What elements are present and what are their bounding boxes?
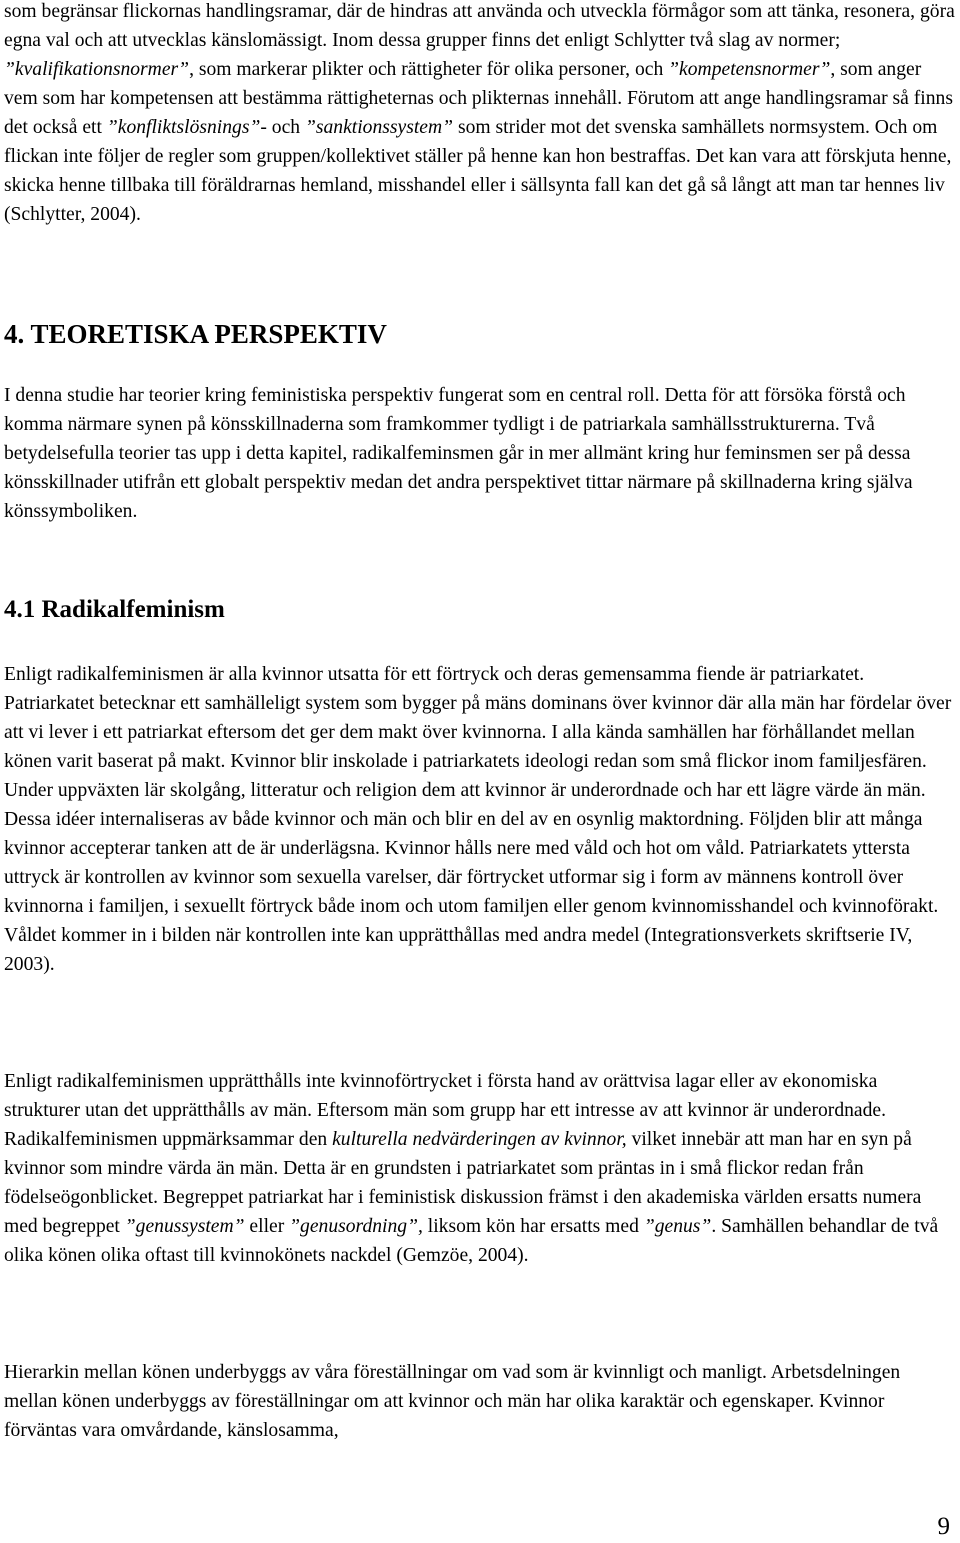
paragraph-study-theories [4,381,956,526]
page-number: 9 [937,1513,950,1540]
paragraph-radikalfeminism-upprathalls [4,1067,956,1270]
subsection-heading-radikalfeminism: 4.1 Radikalfeminism [4,596,225,623]
italic-term: ”genusordning”, [289,1216,423,1237]
text-run: vilket innebär att man har en syn på kvinnor som mindre värda än män. Detta är en grundsten i patriarkatet som präntas in i små flickor redan från födelseögonblicket. Begreppet patriarkat har i feministisk diskussion främst i den akademiska världen ersatts numera med begreppet [4,1129,922,1237]
text-run: , som anger vem som har kompetensen att bestämma rättigheternas och plikternas innehåll. Förutom att ange handlingsramar så finns det också ett [4,59,953,138]
text-run: liksom kön har ersatts med [422,1216,644,1237]
paragraph-schlytter-norms [4,0,956,229]
text-run: Hierarkin mellan könen underbyggs av våra föreställningar om vad som är kvinnligt och manligt. Arbetsdelningen mellan könen underbyggs av föreställningar om att kvinnor och män har olika karaktär och egenskaper. Kvinnor förväntas vara omvårdande, känslosamma, [4,1362,901,1441]
italic-term: ”kompetensnormer” [668,59,831,80]
text-run: . Samhällen behandlar de två olika könen olika oftast till kvinnokönets nackdel (Gemzöe, 2004). [4,1216,939,1266]
text-run: Enligt radikalfeminismen upprätthålls inte kvinnoförtrycket i första hand av orättvisa lagar eller av ekonomiska strukturer utan det upprätthålls av män. Eftersom män som grupp har ett intresse av att kvinnor är underordnade. Radikalfeminismen uppmärksammar den [4,1071,887,1150]
italic-term: ”konfliktslösnings” [106,117,261,138]
italic-term: ”genus” [643,1216,712,1237]
text-run: , som markerar plikter och rättigheter för olika personer, och [189,59,669,80]
italic-term: kulturella nedvärderingen av kvinnor, [332,1129,627,1150]
text-run: som strider mot det svenska samhällets normsystem. Och om flickan inte följer de regler som gruppen/kollektivet ställer på henne kan hon bestraffas. Det kan vara att förskjuta henne, skicka henne tillbaka till föräldrarnas hemland, misshandel eller i sällsynta fall kan det gå så långt att man tar hennes liv (Schlytter, 2004). [4,117,952,225]
paragraph-hierarkin [4,1358,956,1445]
italic-term: ”kvalifikationsnormer” [4,59,190,80]
italic-term: ”sanktionssystem” [304,117,454,138]
text-run: - och [260,117,305,138]
section-heading-teoretiska-perspektiv: 4. TEORETISKA PERSPEKTIV [4,319,387,349]
italic-term: ”genussystem” [124,1216,245,1237]
text-run: Enligt radikalfeminismen är alla kvinnor utsatta för ett förtryck och deras gemensamma fiende är patriarkatet. Patriarkatet betecknar ett samhälleligt system som bygger på mäns dominans över kvinnor där alla män har fördelar över att vi lever i ett patriarkat eftersom det ger dem makt över kvinnorna. I alla kända samhällen har förhållandet mellan könen varit baserat på makt. Kvinnor blir inskolade i patriarkatets ideologi redan som små flickor inom familjesfären. Under uppväxten lär skolgång, litteratur och religion dem att kvinnor är underordnade och har ett lägre värde än män. Dessa idéer internaliseras av både kvinnor och män och blir en del av en osynlig maktordning. Följden blir att många kvinnor accepterar tanken att de är underlägsna. Kvinnor hålls nere med våld och hot om våld. Patriarkatets yttersta uttryck är kontrollen av kvinnor som sexuella varelser, där förtrycket utformar sig i form av männens kontroll över kvinnorna i familjen, i sexuellt förtryck både inom och utom familjen eller genom kvinnomisshandel och kvinnoförakt. Våldet kommer in i bilden när kontrollen inte kan upprätthållas med andra medel (Integrationsverkets skriftserie IV, 2003). [4,664,952,975]
text-run: som begränsar flickornas handlingsramar, där de hindras att använda och utveckla förmågor som att tänka, resonera, göra egna val och att utvecklas känslomässigt. Inom dessa grupper finns det enligt Schlytter två slag av normer; [4,1,955,51]
text-run: I denna studie har teorier kring feministiska perspektiv fungerat som en central roll. Detta för att försöka förstå och komma närmare synen på könsskillnaderna som framkommer tydligt i de patriarkala samhällsstrukturerna. Två betydelsefulla teorier tas upp i detta kapitel, radikalfeminsmen går in mer allmänt kring hur feminsmen ser på dessa könsskillnader utifrån ett globalt perspektiv medan det andra perspektivet tittar närmare på skillnaderna kring själva könssymboliken. [4,385,913,522]
text-run: eller [244,1216,290,1237]
paragraph-radikalfeminism-patriarkat [4,660,956,979]
